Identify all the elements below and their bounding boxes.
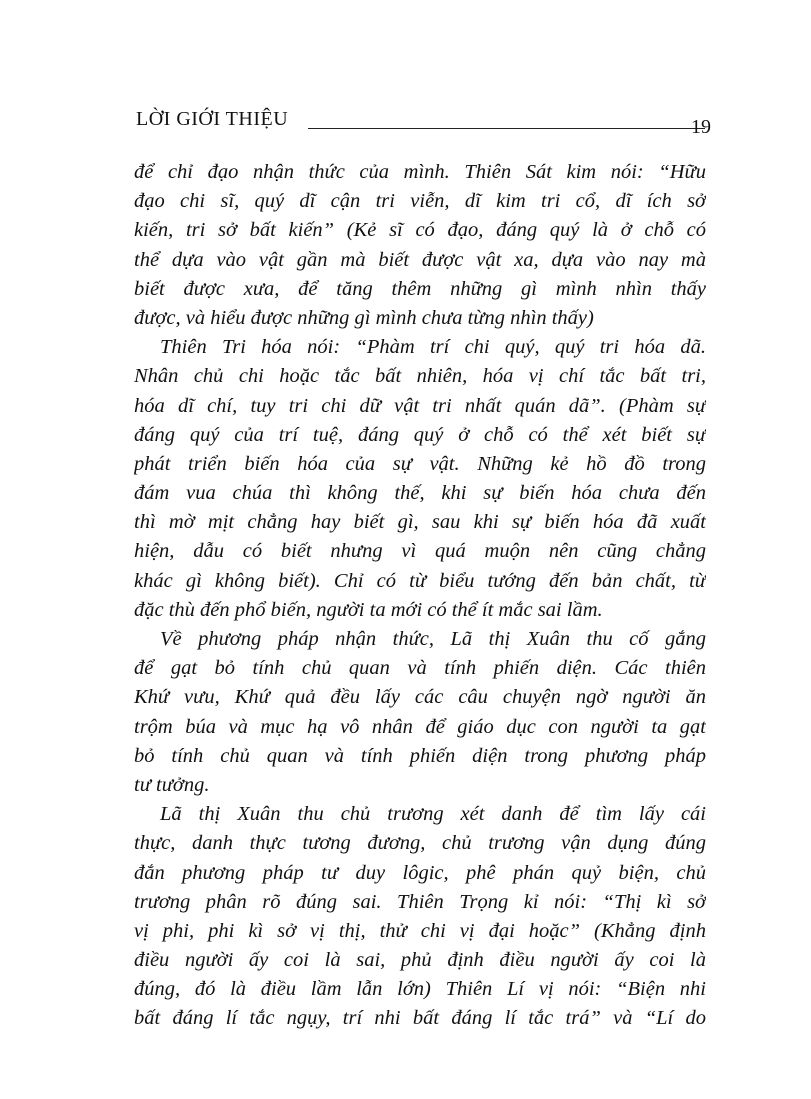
- text-line: trộm búa và mục hạ vô nhân để giáo dục con người ta gạt: [134, 715, 706, 738]
- text-line: bỏ tính chủ quan và tính phiến diện trong phương pháp: [134, 744, 706, 767]
- text-line: đặc thù đến phổ biến, người ta mới có thể ít mắc sai lầm.: [134, 598, 603, 621]
- text-line: đạo chi sĩ, quý dĩ cận tri viễn, dĩ kim tri cổ, dĩ ích sở: [134, 190, 706, 213]
- text-line: biết được xưa, để tăng thêm những gì mình nhìn thấy: [134, 277, 706, 300]
- header-rule: [308, 128, 705, 129]
- text-line: thì mờ mịt chẳng hay biết gì, sau khi sự biến hóa đã xuất: [134, 511, 706, 534]
- text-line: để chỉ đạo nhận thức của mình. Thiên Sát kim nói: “Hữu: [134, 161, 706, 183]
- text-line: kiến, tri sở bất kiến” (Kẻ sĩ có đạo, đáng quý là ở chỗ có: [134, 219, 706, 242]
- text-line: Thiên Tri hóa nói: “Phàm trí chi quý, quý tri hóa dã.: [160, 336, 706, 359]
- text-line: tư tưởng.: [134, 773, 210, 796]
- text-line: hiện, dẫu có biết nhưng vì quá muộn nên cũng chẳng: [134, 540, 706, 563]
- text-line: đúng, đó là điều lầm lẫn lớn) Thiên Lí vị nói: “Biện nhi: [134, 978, 706, 1001]
- text-line: đắn phương pháp tư duy lôgic, phê phán quỷ biện, chủ: [134, 861, 706, 884]
- text-line: hóa dĩ chí, tuy tri chi dữ vật tri nhất quán dã”. (Phàm sự: [134, 394, 706, 417]
- text-line: bất đáng lí tắc ngụy, trí nhi bất đáng lí tắc trá” và “Lí do: [134, 1007, 706, 1030]
- text-line: Lã thị Xuân thu chủ trương xét danh để tìm lấy cái: [160, 803, 706, 826]
- text-line: khác gì không biết). Chỉ có từ biểu tướng đến bản chất, từ: [134, 569, 706, 592]
- running-title: LỜI GIỚI THIỆU: [136, 108, 289, 130]
- text-line: vị phi, phi kì sở vị thị, thử chi vị đại hoặc” (Khẳng định: [134, 919, 706, 942]
- text-line: được, và hiểu được những gì mình chưa từng nhìn thấy): [134, 306, 594, 329]
- body-text: [134, 158, 706, 1034]
- text-line: phát triển biến hóa của sự vật. Những kẻ hồ đồ trong: [134, 452, 706, 475]
- text-line: điều người ấy coi là sai, phủ định điều người ấy coi là: [134, 949, 706, 972]
- text-line: để gạt bỏ tính chủ quan và tính phiến diện. Các thiên: [134, 657, 706, 680]
- text-line: Về phương pháp nhận thức, Lã thị Xuân thu cố gắng: [160, 628, 706, 650]
- page-header: [136, 108, 711, 144]
- text-line: đáng quý của trí tuệ, đáng quý ở chỗ có thể xét biết sự: [134, 423, 706, 446]
- text-line: thể dựa vào vật gần mà biết được vật xa, dựa vào nay mà: [134, 248, 706, 271]
- page-number: 19: [691, 116, 711, 138]
- text-line: Nhân chủ chi hoặc tắc bất nhiên, hóa vị chí tắc bất tri,: [134, 365, 706, 388]
- text-line: đám vua chúa thì không thế, khi sự biến hóa chưa đến: [134, 482, 706, 505]
- text-line: trương phân rõ đúng sai. Thiên Trọng kỉ nói: “Thị kì sở: [134, 890, 706, 913]
- text-line: thực, danh thực tương đương, chủ trương vận dụng đúng: [134, 832, 706, 855]
- text-line: Khứ vưu, Khứ quả đều lấy các câu chuyện ngờ người ăn: [134, 686, 706, 709]
